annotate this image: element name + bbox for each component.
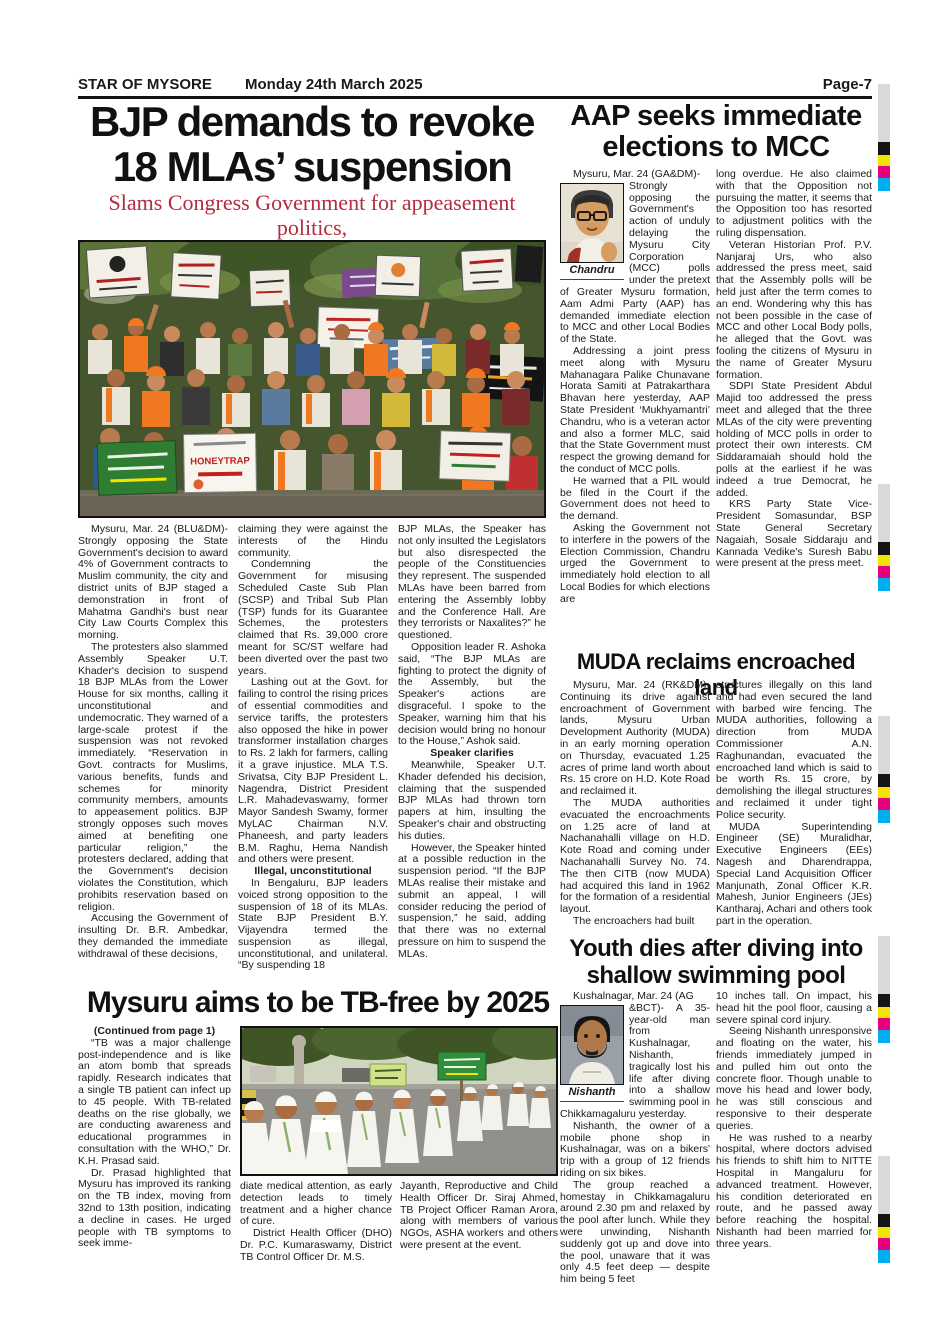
- body-paragraph: Mysuru, Mar. 24 (BLU&DM)- Strongly opposing the State Government's decision to award 4% of Government contracts to Muslim community, the city and district units of BJP staged a demonstration in front of Mahatma Gandhi's bust near City Law Courts Complex this morning.: [78, 524, 228, 642]
- masthead: STAR OF MYSORE: [78, 76, 212, 93]
- body-paragraph: Veteran Historian Prof. P.V. Nanjaraj Urs, who also addressed the press meet, said that the Assembly polls will be held just after the term comes to an end. Wondering why this has not been possible in the case of MCC and other Local Body polls, he alleged that the Govt. was fooling the citizens of Mysuru in the name of Greater Mysuru formation.: [716, 238, 872, 381]
- inline-subhead: Speaker clarifies: [430, 747, 514, 760]
- bjp-column-2: [238, 524, 388, 986]
- registration-mark: [878, 936, 890, 1043]
- protest-photo-illustration: [80, 242, 544, 516]
- body-paragraph: BJP MLAs, the Speaker has not only insulted the Legislators but also disrespected the people of the Constituencies they represent. The suspended MLAs have been barred from entering the Assembly lobby and the Conference Hall. Are they terrorists or Naxalites?” he questioned.: [398, 524, 546, 642]
- protest-photo: [78, 240, 546, 518]
- page-number: Page-7: [822, 76, 872, 93]
- body-paragraph: structures illegally on this land and had even secured the land with barbed wire fencing. The MUDA authorities, following a direction from MUDA Commissioner A.N. Raghunandan, evacuated the encroached land which is said to be worth Rs. 15 crore, by demolishing the illegal structures and reclaimed it under tight Police security.: [716, 680, 872, 821]
- body-paragraph: In Bengaluru, BJP leaders voiced strong opposition to the suspension of 18 of its MLAs. State BJP President B.Y. Vijayendra termed the suspension as illegal, unconstitutional, and unilateral. “By suspending 18: [238, 876, 388, 972]
- inline-subhead: Illegal, unconstitutional: [254, 865, 372, 878]
- body-paragraph: Lashing out at the Govt. for failing to control the rising prices of essential commodities and service tariffs, the protesters also opposed the hike in power transformer installation charges to Rs. 2 lakh for farmers, calling it a grave injustice. MLA T.S. Srivatsa, City BJP President L. Nagendra, District President L.R. Mahadevaswamy, former Mayor Sandesh Swamy, former MyLAC Chairman N.V. Phaneesh, and party leaders B.M. Raghu, Hema Nandish and others were present.: [238, 676, 388, 866]
- registration-mark: [878, 484, 890, 591]
- body-paragraph: &BCT)- A 35-year-old man from Kushalnagar, Nishanth, tragically lost his life after diving into a shallow swimming pool in Chikkamagaluru yesterday.: [560, 1001, 710, 1120]
- body-paragraph: Condemning the Government for misusing Scheduled Caste Sub Plan (SCSP) and Tribal Sub Plan (TSP) funds for its Guarantee Schemes, the protesters claimed that Rs. 39,000 crore meant for SC/ST welfare had been diverted over the past two years.: [238, 558, 388, 677]
- body-paragraph: The encroachers had built: [573, 914, 695, 927]
- youth-article-headline: Youth dies after diving into shallow swimming pool: [569, 935, 863, 989]
- dateline: Kushalnagar, Mar. 24 (AG: [573, 991, 694, 1002]
- chandru-photo: [560, 183, 624, 280]
- tb-column-2: [240, 1181, 392, 1303]
- issue-date: Monday 24th March 2025: [245, 76, 423, 93]
- nishanth-photo: [560, 1005, 624, 1102]
- aap-column-2: [716, 169, 872, 647]
- nishanth-portrait-illustration: [561, 1006, 623, 1084]
- tb-column-1: [78, 1026, 231, 1303]
- body-paragraph: Opposition leader R. Ashoka said, “The BJP MLAs are fighting to protect the dignity of the Assembly, but the Speaker's actions are disgraceful. I spoke to the Speaker, warning him that his decision would bring no honour to the House,” Ashok said.: [398, 640, 546, 748]
- bjp-article-subhead: Slams Congress Government for appeasement politics,: [108, 190, 516, 240]
- body-paragraph: He was rushed to a nearby hospital, where doctors advised his friends to shift him to NITTE Hospital in Mangaluru for advanced treatment. However, his condition deteriorated en route, and he passed away before reaching the hospital. Nishanth had been married for three years.: [716, 1131, 872, 1250]
- muda-column-1: [560, 680, 710, 933]
- body-paragraph: claiming they were against the interests of the Hindu community.: [238, 524, 388, 559]
- body-paragraph: long overdue. He also claimed with that the Opposition not pursuing the matter, it seems that the Opposition too has resorted to adjustment politics with the ruling dispensation.: [716, 169, 872, 239]
- body-paragraph: Addressing a joint press meet along with Mysuru Mahanagara Palike Chunavane Horata Samiti at Patrakarthara Bhavan here yesterday, AAP State President ‘Mukhyamantri’ Chandru, who is a veteran actor and also a former MLC, said that the State Government must respect the growing demand for the conduct of MCC polls.: [560, 344, 710, 475]
- aap-column-1: [560, 169, 710, 647]
- aap-article-headline: AAP seeks immediate elections to MCC: [570, 100, 862, 163]
- honeytrap-placard-text: HONEYTRAP: [190, 455, 250, 468]
- body-paragraph: The MUDA authorities evacuated the encroachments on 1.25 acre of land at Nachanahalli village on H.D. Kote Road and coming under Nachanahalli Survey No. 74. The then CITB (now MUDA) had acquired this land in 1962 for the formation of a residential layout.: [560, 796, 710, 916]
- body-paragraph: The group reached a homestay in Chikkamagaluru around 2.30 pm and relaxed by the pool after lunch. While they were unwinding, Nishanth suddenly got up and dove into the pool, unaware that it was only 4.5 feet deep — despite him being 5 feet: [560, 1178, 710, 1286]
- honeytrap-placard: [184, 433, 257, 492]
- registration-mark: [878, 1156, 890, 1263]
- body-paragraph: The protesters also slammed Assembly Speaker U.T. Khader's decision to suspend 18 BJP MLAs from the Lower House for six months, calling it unconstitutional and undemocratic. They warned of a large-scale protest if the suspension was not revoked immediately. “Reservation in Govt. contracts for Muslims, various benefits, funds and schemes for minority community members, amounts to appeasement politics. BJP strongly opposes such moves aimed at benefiting one particular religion,” the protesters declared, adding that the Government's decision violates the Constitution, which prohibits reservation based on religion.: [78, 640, 228, 913]
- body-paragraph: He warned that a PIL would be filed in the Court if the Government does not heed to the demand.: [560, 474, 710, 523]
- bjp-column-3: [398, 524, 546, 986]
- body-paragraph: Mysuru, Mar. 24 (RK&DM)- Continuing its drive against encroachment of Government lands, Mysuru Urban Development Authority (MUDA) in an early morning operation on Thursday, evacuated 1.25 acres of prime land worth about Rs. 15 crore on H.D. Kote Road and reclaimed it.: [560, 680, 710, 798]
- body-paragraph: Asking the Government not to interfere in the powers of the Election Commission, Chandru urged the Government to immediately hold election to all Local Bodies for which elections are: [560, 521, 710, 605]
- body-paragraph: “TB was a major challenge post-independence and is like an atom bomb that spreads rapidly. Research indicates that a single TB patient can infect up to 45 people. With TB-related deaths on the rise globally, we are conducting awareness and educational programmes in consultation with the WHO,” Dr. K.H. Prasad said.: [78, 1036, 231, 1167]
- bjp-article-headline: BJP demands to revoke 18 MLAs’ suspension: [90, 98, 534, 190]
- tb-rally-photo: [240, 1026, 558, 1176]
- body-paragraph: diate medical attention, as early detection leads to timely treatment and a higher chance of cure.: [240, 1181, 392, 1228]
- body-paragraph: MUDA Superintending Engineer (SE) Muralidhar, Executive Engineers (EEs) Nagesh and Dharendrappa, Special Land Acquisition Officer Manjunath, Zonal Officer K.R. Mahesh, Junior Engineers (JEs) Kantharaj, Achari and others took part in the operation.: [716, 820, 872, 927]
- tb-rally-illustration: [242, 1028, 556, 1174]
- body-paragraph: Nishanth, the owner of a mobile phone shop in Kushalnagar, was on a bikers' trip with a group of 12 friends riding on six bikes.: [560, 1119, 710, 1179]
- body-paragraph: 10 inches tall. On impact, his head hit the pool floor, causing a severe spinal cord injury.: [716, 991, 872, 1026]
- youth-column-1: [560, 991, 710, 1303]
- body-paragraph: SDPI State President Abdul Majid too addressed the press meet and alleged that the three MLAs of the city were preventing holding of MCC polls in order to protect their own interests. CM Siddaramaiah should hold the polls at the earliest if he was indeed a true Democrat, he added.: [716, 380, 872, 499]
- photo-caption: Nishanth: [560, 1085, 624, 1102]
- bjp-column-1: [78, 524, 228, 986]
- body-paragraph: Seeing Nishanth unresponsive and floating on the water, his friends immediately jumped in and pulled him out onto the concrete floor. Though unable to move his head and lower body, he was still conscious and responsive to their desperate queries.: [716, 1025, 872, 1132]
- body-paragraph: KRS Party State Vice-President Somasundar, BSP State General Secretary Nagaiah, Sosale Siddaraju and Kannada Vedike's Suresh Babu were present at the press meet.: [716, 498, 872, 570]
- body-paragraph: Meanwhile, Speaker U.T. Khader defended his decision, claiming that the suspended BJP MLAs had thrown torn papers at him, insulting the Speaker's chair and obstructing his duties.: [398, 758, 546, 842]
- chandru-portrait-illustration: [561, 184, 623, 262]
- page-header: [78, 76, 872, 94]
- body-paragraph: District Health Officer (DHO) Dr. P.C. Kumaraswamy, District TB Control Officer Dr. M.S.: [240, 1227, 392, 1263]
- registration-mark: [878, 84, 890, 191]
- muda-article-headline: MUDA reclaims encroached land: [576, 649, 856, 700]
- body-paragraph: Strongly opposing the Government's action of unduly delaying the Mysuru City Corporation (MCC) polls under the pretext of Greater Mysuru formation, Aam Admi Party (AAP) has demanded immediate election to MCC and other Local Bodies of the State.: [560, 179, 710, 346]
- body-paragraph: Jayanth, Reproductive and Child Health Officer Dr. Siraj Ahmed, TB Project Officer Raman Arora, along with members of various NGOs, ASHA workers and others were present at the event.: [400, 1181, 558, 1251]
- continued-note: (Continued from page 1): [93, 1026, 216, 1037]
- dateline: Mysuru, Mar. 24 (GA&DM)-: [573, 169, 701, 180]
- registration-mark: [878, 716, 890, 823]
- muda-column-2: [716, 680, 872, 933]
- tb-article-headline: Mysuru aims to be TB-free by 2025: [86, 986, 550, 1019]
- body-paragraph: Dr. Prasad highlighted that Mysuru has improved its ranking on the TB index, moving from 32nd to 13th position, indicating a decline in cases. He urged people with TB symptoms to seek imme-: [78, 1166, 231, 1250]
- photo-caption: Chandru: [560, 263, 624, 280]
- body-paragraph: However, the Speaker hinted at a possible reduction in the suspension period. “If the BJP MLAs realise their mistake and submit an appeal, I will consider reducing the period of suspension,” he said, adding that there was no external pressure on him to suspend the MLAs.: [398, 841, 546, 960]
- body-paragraph: Accusing the Government of insulting Dr. B.R. Ambedkar, they demanded the immediate withdrawal of these decisions,: [78, 912, 228, 960]
- tb-column-3: [400, 1181, 558, 1303]
- youth-column-2: [716, 991, 872, 1303]
